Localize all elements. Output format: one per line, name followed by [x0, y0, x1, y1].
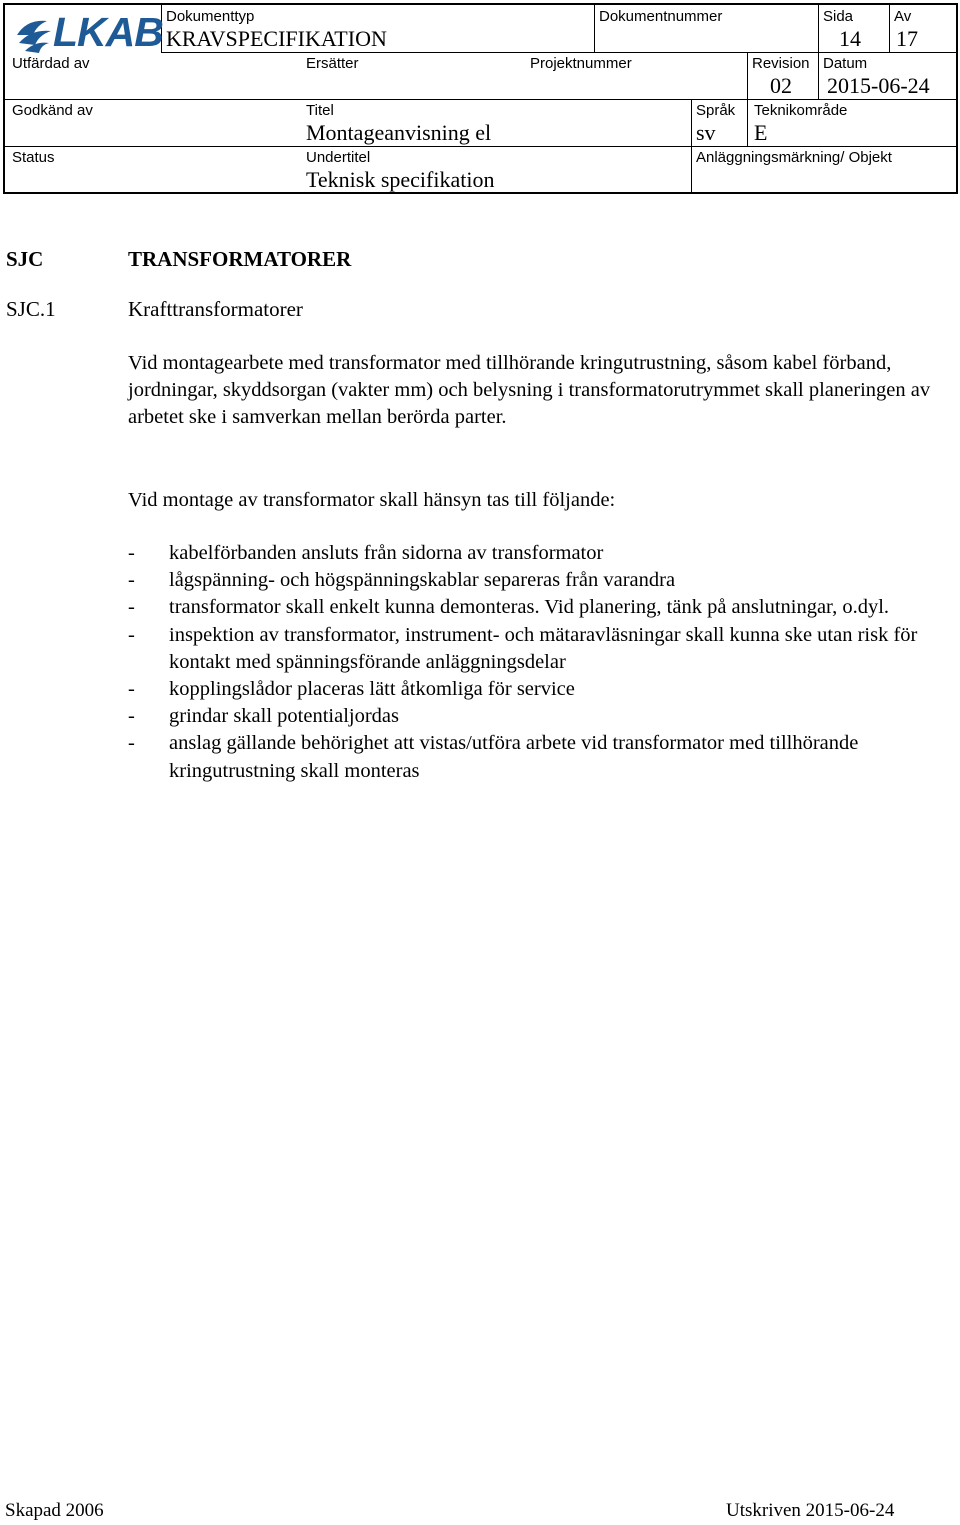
ersatter-label: Ersätter: [306, 55, 359, 72]
revision-label: Revision: [752, 55, 810, 72]
dokumenttyp-label: Dokumenttyp: [166, 8, 255, 25]
header-divider: [747, 52, 748, 99]
datum-label: Datum: [823, 55, 868, 72]
list-item-text: kopplingslådor placeras lätt åtkomliga för service: [169, 678, 575, 701]
header-divider: [161, 52, 956, 53]
intro-paragraph: Vid montagearbete med transformator med tillhörande kringutrustning, såsom kabel förband, jordningar, skyddsorgan (vakter mm) och belysning i transformatorutrymmet skall planeringen av arbetet ske i samverkan mellan berörda parter.: [128, 352, 931, 428]
list-item-text: inspektion av transformator, instrument- och mätaravläsningar skall kunna ske utan risk för kontakt med spänningsförande anläggningsdelar: [169, 623, 918, 673]
sprak-label: Språk: [696, 102, 736, 119]
utfardad-label: Utfärdad av: [12, 55, 90, 72]
list-item: [128, 567, 948, 594]
list-item: [128, 676, 948, 703]
list-item-text: kabelförbanden ansluts från sidorna av transformator: [169, 542, 604, 564]
footer-skapad: Skapad 2006: [5, 1500, 104, 1521]
list-dash: -: [128, 596, 135, 619]
list-dash: -: [128, 705, 135, 728]
header-divider: [889, 5, 890, 52]
titel-value: Montageanvisning el: [306, 120, 492, 145]
header-divider: [5, 99, 956, 100]
header-divider: [691, 99, 692, 192]
logo-text: LKAB: [53, 9, 163, 55]
header-divider: [747, 99, 748, 146]
revision-value: 02: [770, 73, 792, 98]
sida-value: 14: [839, 26, 861, 51]
dokumenttyp-value: KRAVSPECIFIKATION: [166, 26, 387, 51]
undertitel-label: Undertitel: [306, 149, 371, 166]
header-divider: [818, 5, 819, 99]
status-label: Status: [12, 149, 55, 166]
datum-value: 2015-06-24: [827, 73, 930, 98]
subsection-title: Krafttransformatorer: [128, 297, 303, 321]
teknikomrade-label: Teknikområde: [754, 102, 848, 119]
list-item-text: grindar skall potentialjordas: [169, 705, 399, 728]
av-label: Av: [894, 8, 912, 25]
header-divider: [5, 146, 956, 147]
dokumentnummer-label: Dokumentnummer: [599, 8, 723, 25]
list-item-text: lågspänning- och högspänningskablar separeras från varandra: [169, 569, 676, 592]
sprak-value: sv: [696, 120, 716, 145]
godkand-label: Godkänd av: [12, 102, 93, 119]
list-intro-paragraph: Vid montage av transformator skall hänsyn tas till följande:: [128, 489, 616, 511]
list-item: [128, 730, 948, 784]
header-divider: [594, 5, 595, 52]
document-header: [3, 3, 958, 194]
lkab-logo: [15, 9, 163, 55]
requirements-list: [128, 540, 948, 785]
list-item: [128, 622, 948, 676]
list-item-text: anslag gällande behörighet att vistas/utföra arbete vid transformator med tillhörande kringutrustning skall monteras: [169, 732, 859, 782]
list-item: [128, 594, 948, 621]
projektnummer-label: Projektnummer: [530, 55, 632, 72]
teknikomrade-value: E: [754, 120, 768, 145]
sida-label: Sida: [823, 8, 854, 25]
list-item: [128, 540, 948, 567]
undertitel-value: Teknisk specifikation: [306, 167, 495, 192]
section-title: TRANSFORMATORER: [128, 247, 352, 271]
list-dash: -: [128, 623, 135, 646]
list-dash: -: [128, 569, 135, 592]
footer-utskriven: Utskriven 2015-06-24: [726, 1500, 895, 1521]
list-item: [128, 703, 948, 730]
anlaggning-label: Anläggningsmärkning/ Objekt: [696, 149, 892, 166]
section-code: SJC: [6, 247, 44, 271]
av-value: 17: [896, 26, 918, 51]
list-item-text: transformator skall enkelt kunna demonteras. Vid planering, tänk på anslutningar, o.dyl.: [169, 596, 890, 619]
list-dash: -: [128, 732, 135, 755]
titel-label: Titel: [306, 102, 334, 119]
list-dash: -: [128, 678, 135, 701]
list-dash: -: [128, 542, 135, 564]
subsection-code: SJC.1: [6, 297, 56, 321]
